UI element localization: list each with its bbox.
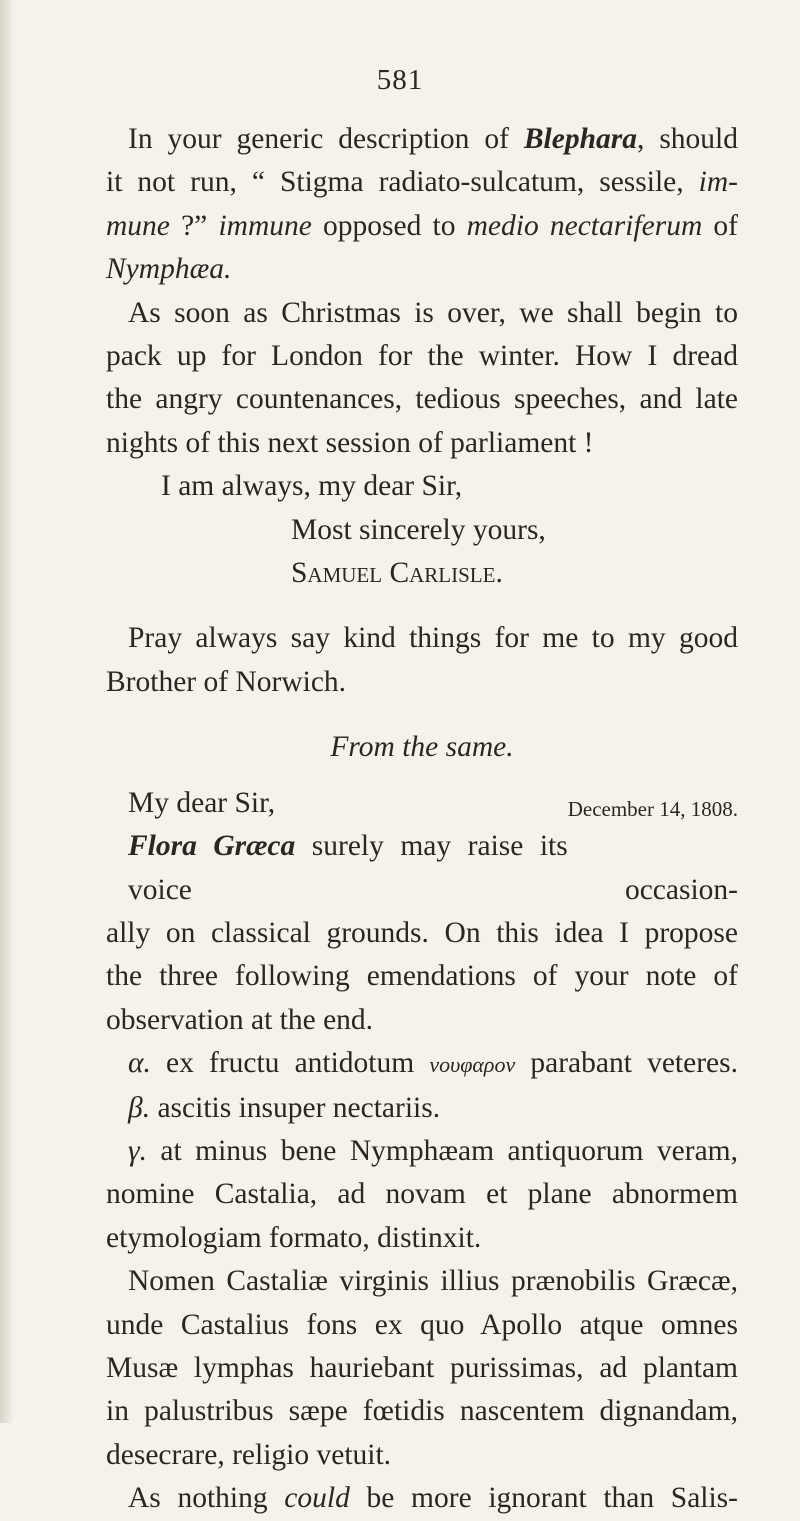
paragraph-line: nights of this next session of parliament ! — [106, 426, 594, 459]
paragraph-line: desecrare, religio vetuit. — [106, 1438, 392, 1471]
emendation-gamma: γ. at minus bene Nymphæam antiquorum veram, — [128, 1134, 738, 1167]
paragraph-line: pack up for London for the winter. How I dread — [106, 340, 738, 373]
letter-body — [106, 118, 738, 1521]
salutation-line — [106, 782, 738, 825]
salutation: My dear Sir, — [128, 786, 276, 819]
section-heading: From the same. — [330, 731, 514, 764]
paragraph-line: Flora Græca surely may raise its voice occasion- — [128, 830, 738, 906]
paragraph-line: ally on classical grounds. On this idea I propose — [106, 916, 738, 949]
closing-line: I am always, my dear Sir, — [161, 470, 463, 503]
paragraph-line: As soon as Christmas is over, we shall begin to — [128, 296, 738, 329]
paragraph-line: it not run, “ Stigma radiato-sulcatum, sessile, im- — [106, 166, 738, 199]
paragraph-line: in palustribus sæpe fœtidis nascentem dignandam, — [106, 1395, 738, 1428]
paragraph-line: nomine Castalia, ad novam et plane abnormem — [106, 1178, 738, 1211]
paragraph-line: In your generic description of Blephara, should — [128, 123, 738, 155]
paragraph-line: etymologiam formato, distinxit. — [106, 1221, 482, 1254]
page-edge-shadow — [0, 0, 14, 1423]
paragraph-line: Musæ lymphas hauriebant purissimas, ad plantam — [106, 1351, 738, 1384]
paragraph-line: unde Castalius fons ex quo Apollo atque omnes — [106, 1308, 738, 1341]
paragraph-line: Nomen Castaliæ virginis illius prænobilis Græcæ, — [128, 1265, 738, 1298]
postscript-line: Pray always say kind things for me to my good — [128, 622, 738, 655]
page-number: 581 — [376, 64, 424, 96]
paragraph-line: observation at the end. — [106, 1003, 374, 1036]
emendation-beta: β. ascitis insuper nectariis. — [128, 1091, 441, 1124]
letter-date: December 14, 1808. — [567, 796, 738, 821]
closing-line: Most sincerely yours, — [291, 513, 546, 546]
paragraph-line: mune ?” immune opposed to medio nectariferum of — [106, 209, 739, 242]
paragraph-line: the angry countenances, tedious speeches, and late — [106, 383, 738, 416]
paragraph-line: the three following emendations of your note of — [106, 960, 738, 993]
paragraph-line: As nothing could be more ignorant than Salis- — [128, 1482, 738, 1515]
emendation-alpha: α. ex fructu antidotum νουφαρον parabant veteres. — [128, 1047, 738, 1080]
paragraph-line: Nymphæa. — [106, 253, 232, 286]
postscript-line: Brother of Norwich. — [106, 665, 347, 698]
signature: Samuel Carlisle. — [291, 557, 503, 590]
